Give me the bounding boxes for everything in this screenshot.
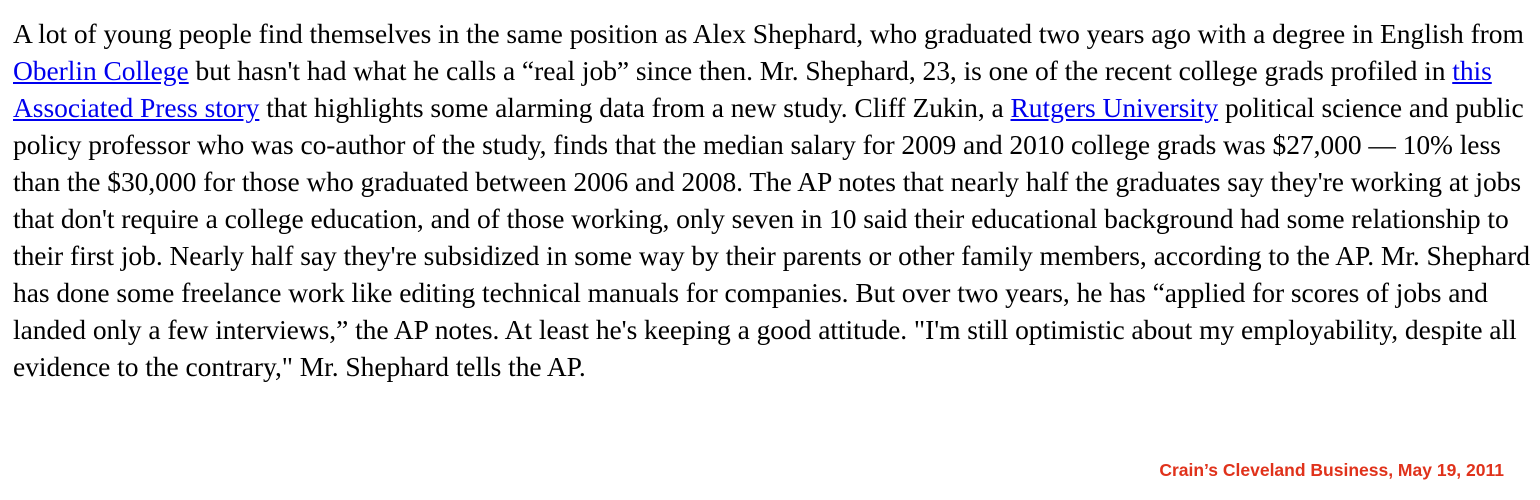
source-citation: Crain’s Cleveland Business, May 19, 2011	[1159, 460, 1504, 480]
article-text-4: political science and public policy professor who was co-author of the study, finds that the median salary for 2009 and 2010 college grads was $27,000 — 10% less than the $30,000 for those who graduated between 2006 and 2008. The AP notes that nearly half the graduates say they're working at jobs that don't require a college education, and of those working, only seven in 10 said their educational background had some relationship to their first job. Nearly half say they're subsidized in some way by their parents or other family members, according to the AP. Mr. Shephard has done some freelance work like editing technical manuals for companies. But over two years, he has “applied for scores of jobs and landed only a few interviews,” the AP notes. At least he's keeping a good attitude. "I'm still optimistic about my employability, despite all evidence to the contrary," Mr. Shephard tells the AP.	[13, 92, 1531, 382]
article-text-1: A lot of young people find themselves in the same position as Alex Shephard, who graduated two years ago with a degree in English from	[13, 18, 1524, 49]
article-paragraph	[13, 15, 1533, 385]
article-text-2: but hasn't had what he calls a “real job” since then. Mr. Shephard, 23, is one of the recent college grads profiled in	[188, 55, 1453, 86]
oberlin-college-link[interactable]: Oberlin College	[13, 55, 189, 86]
rutgers-university-link[interactable]: Rutgers University	[1010, 92, 1219, 123]
associated-press-story-link[interactable]: this Associated Press story	[13, 55, 1492, 123]
article-text-3: that highlights some alarming data from a new study. Cliff Zukin, a	[259, 92, 1011, 123]
